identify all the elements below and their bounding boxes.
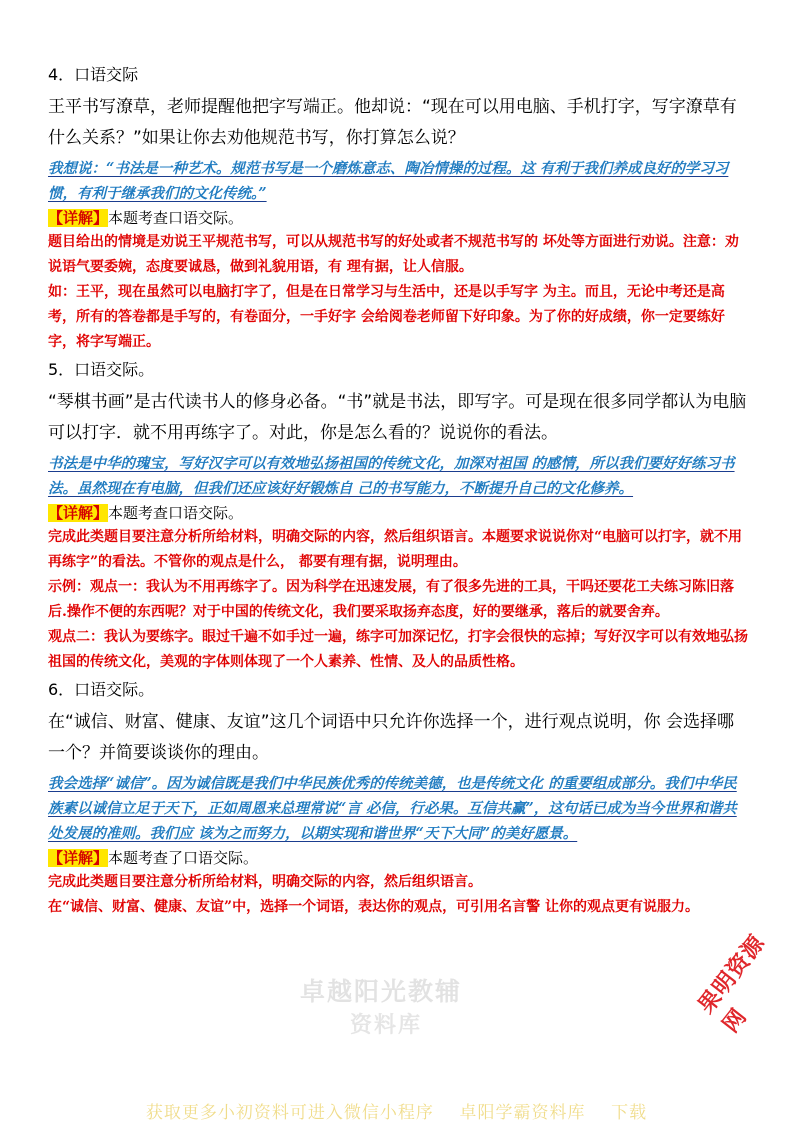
question-6-text: 在“诚信、财富、健康、友谊”这几个词语中只允许你选择一个，进行观点说明，你 会选择哪一个？并简要谈谈你的理由。 [48, 712, 735, 763]
question-5-detail [48, 501, 748, 525]
footer-banner [0, 1098, 793, 1123]
question-5-answer: 书法是中华的瑰宝，写好汉字可以有效地弘扬祖国的传统文化，加深对祖国 的感情，所以我们要好好练习书法。虽然现在有电脑，但我们还应该好好锻炼自 己的书写能力，不断提升自己的文化修养。 [48, 455, 735, 497]
question-5 [48, 357, 748, 675]
footer-middle-text: 卓阳学霸资料库 [459, 1103, 586, 1123]
watermark-text-1: 卓越阳光教辅 [300, 977, 463, 1006]
detail-text: 本题考查口语交际。 [108, 209, 244, 227]
question-5-explain-3: 观点二：我认为要练字。眼过千遍不如手过一遍，练字可加深记忆，打字会很快的忘掉；写好汉字可以有效地弘扬祖国的传统文化，美观的字体则体现了一个人素养、性情、及人的品质性格。 [48, 629, 748, 670]
question-4-text: 王平书写潦草，老师提醒他把字写端正。他却说：“现在可以用电脑、手机打字，写字潦草有什么关系？”如果让你去劝他规范书写，你打算怎么说？ [48, 97, 737, 148]
question-4-detail [48, 206, 748, 230]
question-5-explain-1: 完成此类题目要注意分析所给材料，明确交际的内容，然后组织语言。本题要求说说你对“电脑可以打字，就不用再练字”的看法。不管你的观点是什么， 都要有理有据，说明理由。 [48, 529, 743, 570]
question-5-explain-2: 示例：观点一：我认为不用再练字了。因为科学在迅速发展，有了很多先进的工具，干吗还要花工夫练习陈旧落后.操作不便的东西呢？对于中国的传统文化，我们要采取扬弃态度，好的要继承，落后的就要舍弃。 [48, 579, 734, 620]
question-6-explain-2: 在“诚信、财富、健康、友谊”中，选择一个词语，表达你的观点，可引用名言警 让你的观点更有说服力。 [48, 899, 699, 915]
question-6-answer: 我会选择“诚信”。因为诚信既是我们中华民族优秀的传统美德，也是传统文化 的重要组成部分。我们中华民族素以诚信立足于天下，正如周恩来总理常说“言 必信，行必果。互信共赢”，这句话已成为当今世界和谐共处发展的准则。我们应 该为之而努力，以期实现和谐世界“天下大同”的美好愿景。 [48, 775, 737, 842]
question-4-answer: 我想说：“书法是一种艺术。规范书写是一个磨炼意志、陶冶情操的过程。这 有利于我们养成良好的学习习惯，有利于继承我们的文化传统。” [48, 160, 729, 202]
detail-text: 本题考查了口语交际。 [108, 849, 259, 867]
detail-tag: 【详解】 [48, 209, 109, 227]
question-5-text: “琴棋书画”是古代读书人的修身必备。“书”就是书法，即写字。可是现在很多同学都认为电脑可以打字．就不用再练字了。对此，你是怎么看的？说说你的看法。 [48, 392, 747, 443]
question-6-detail [48, 846, 748, 870]
document-page [48, 62, 748, 922]
question-6 [48, 677, 748, 920]
question-6-title: 6．口语交际。 [48, 680, 155, 699]
stamp-watermark: 果明资源网 [693, 930, 771, 1038]
detail-tag: 【详解】 [48, 849, 109, 867]
question-4-title: 4．口语交际 [48, 65, 139, 84]
detail-tag: 【详解】 [48, 504, 109, 522]
detail-text: 本题考查口语交际。 [108, 504, 244, 522]
question-6-explain-1: 完成此类题目要注意分析所给材料，明确交际的内容，然后组织语言。 [48, 874, 482, 890]
question-4 [48, 62, 748, 355]
question-4-explain-2: 如：王平，现在虽然可以电脑打字了，但是在日常学习与生活中，还是以手写字 为主。而且，无论中考还是高考，所有的答卷都是手写的，有卷面分，一手好字 会给阅卷老师留下好印象。为了你的好成绩，你一定要练好字，将字写端正。 [48, 284, 725, 350]
question-4-explain-1: 题目给出的情境是劝说王平规范书写，可以从规范书写的好处或者不规范书写的 坏处等方面进行劝说。注意：劝说语气要委婉，态度要诚恳，做到礼貌用语，有 理有据，让人信服。 [48, 234, 739, 275]
question-5-title: 5．口语交际。 [48, 360, 155, 379]
footer-right-text: 下载 [611, 1103, 648, 1123]
footer-left-text: 获取更多小初资料可进入微信小程序 [145, 1103, 434, 1123]
watermark-text-2: 资料库 [350, 1013, 423, 1038]
